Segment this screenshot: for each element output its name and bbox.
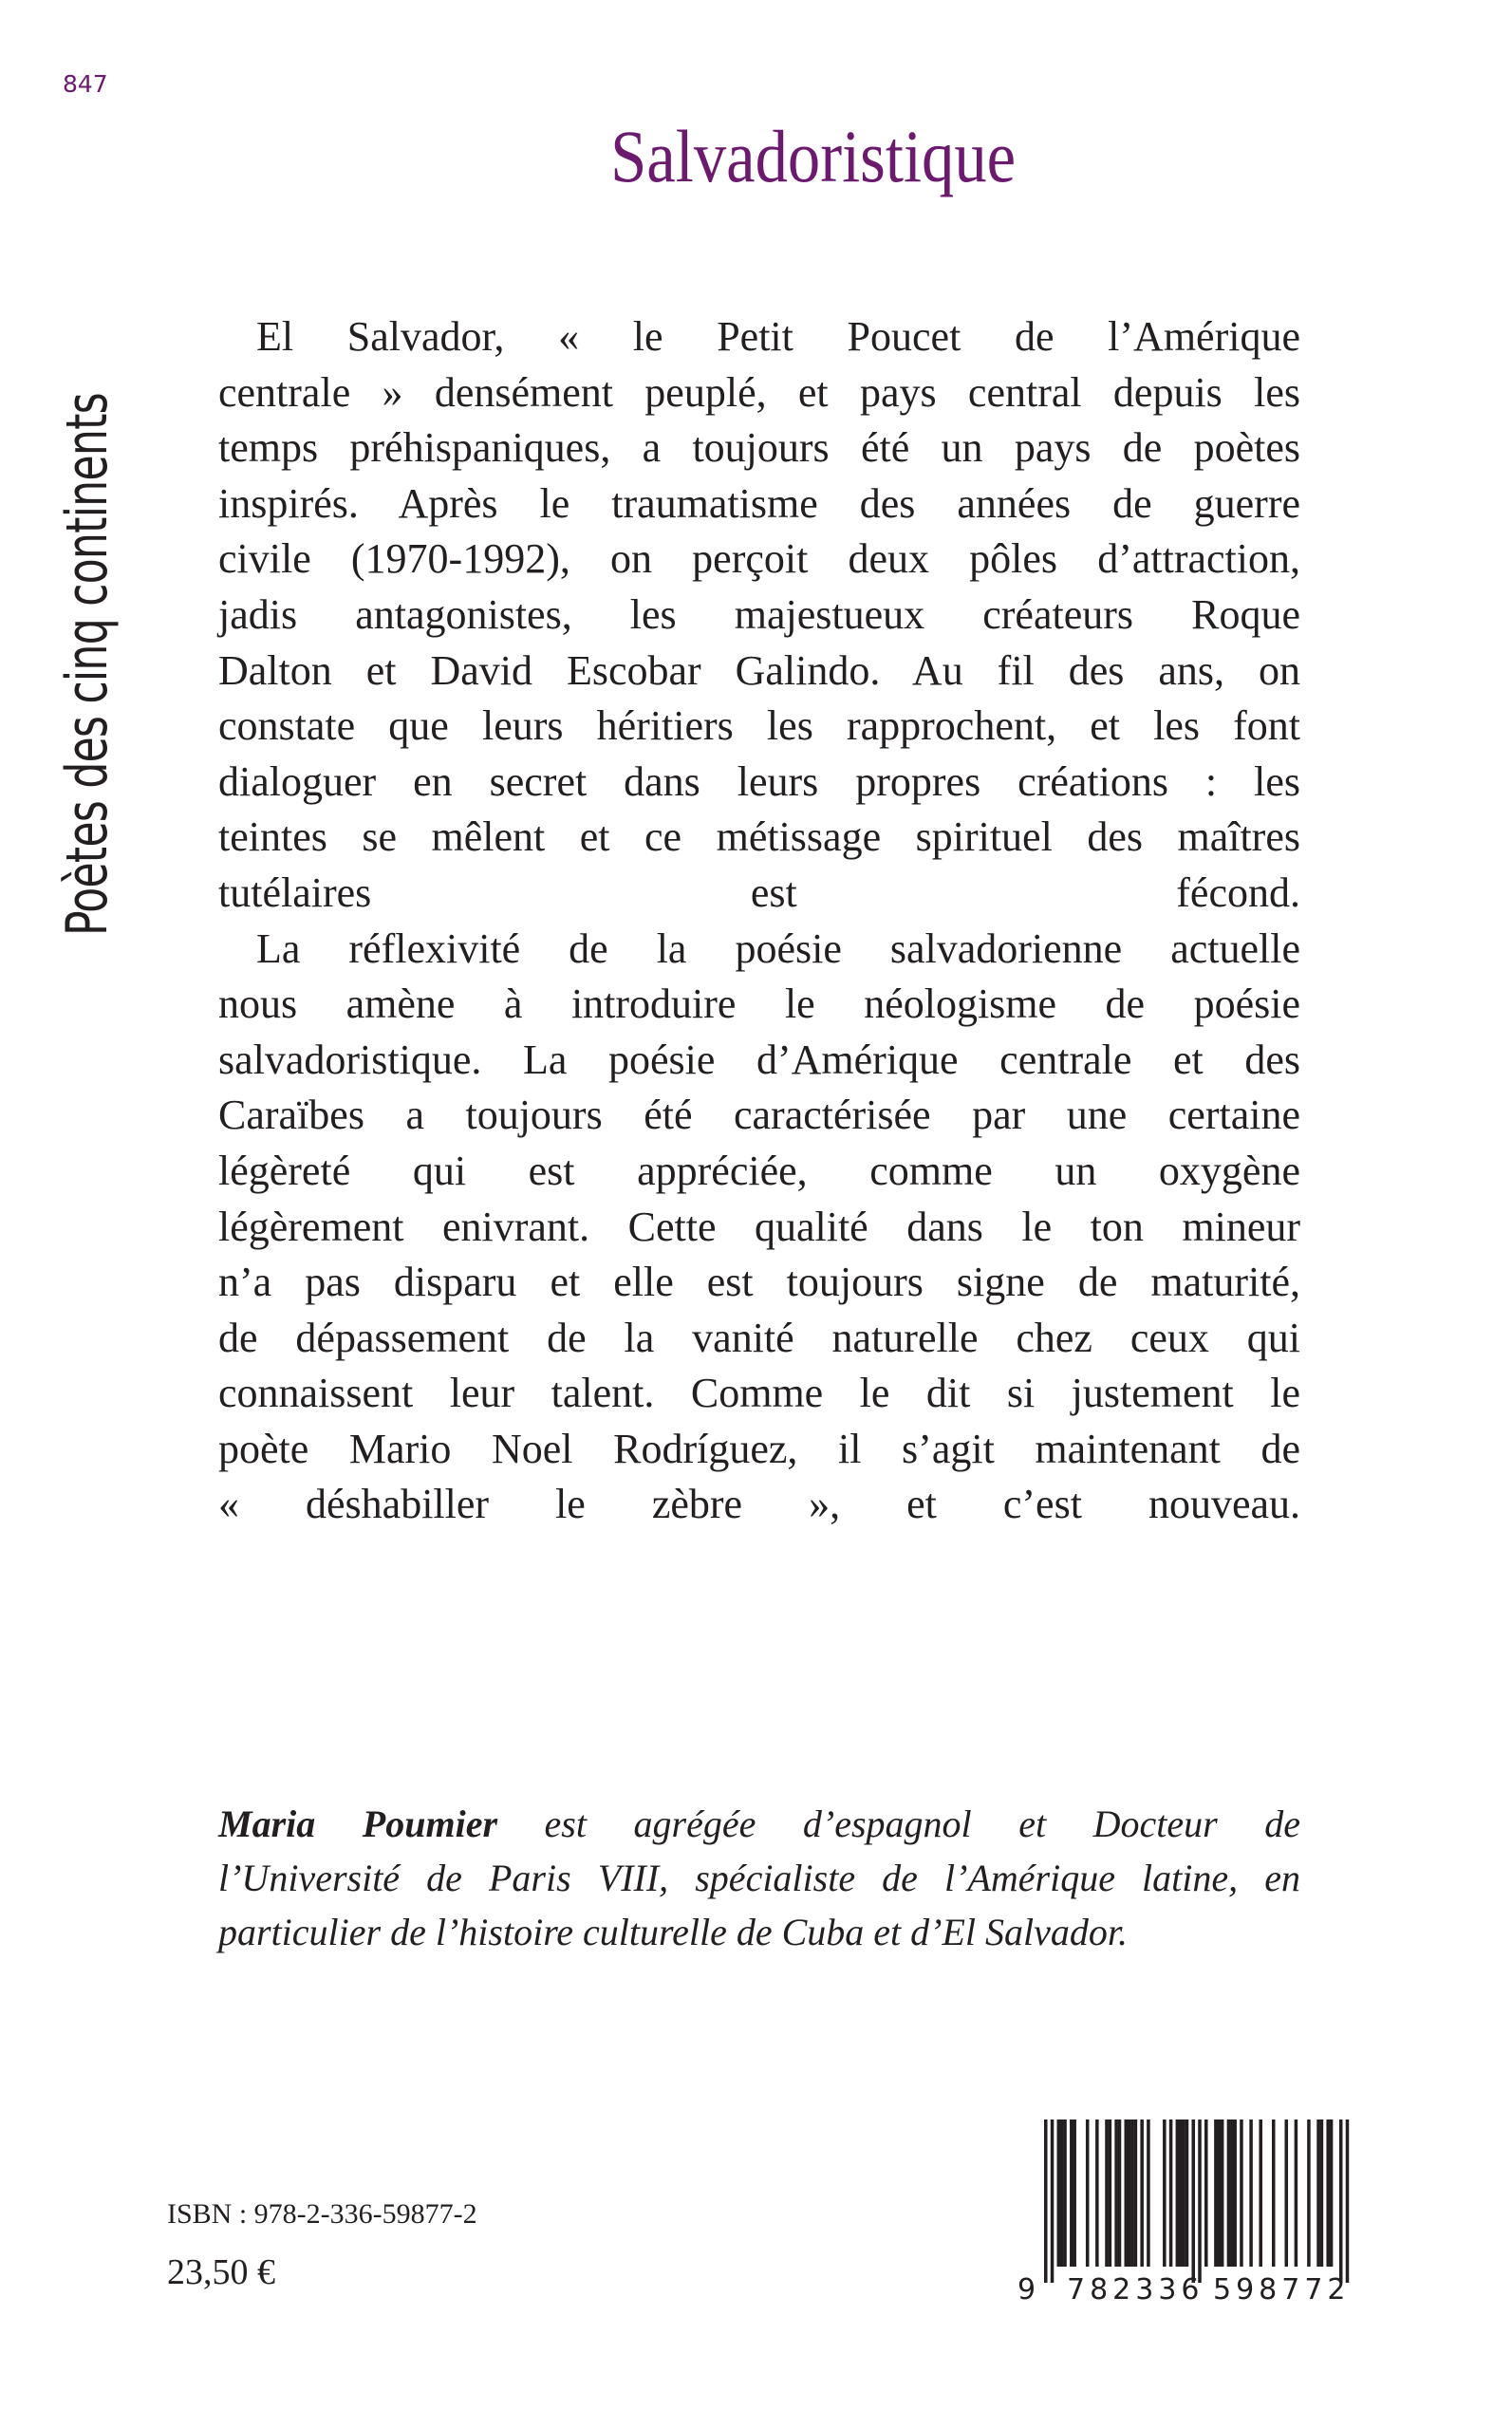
text-line: constate que leurs héritiers les rapprochent, et les font — [218, 702, 1300, 750]
author-bio — [218, 1797, 1300, 1959]
bio-line-1-text: est agrégée d’espagnol et Docteur de — [497, 1802, 1300, 1845]
series-name-text: Poètes des cinq continents — [54, 393, 121, 936]
text-line: civile (1970-1992), on perçoit deux pôles d’attraction, — [218, 535, 1300, 583]
barcode-right-digits: 598772 — [1213, 2273, 1351, 2306]
text-line: nous amène à introduire le néologisme de poésie — [218, 980, 1300, 1028]
series-number: 847 — [63, 70, 108, 98]
blurb-paragraph-2 — [218, 922, 1300, 1534]
bio-line — [218, 1797, 1300, 1851]
text-line: inspirés. Après le traumatisme des années de guerre — [218, 479, 1300, 527]
text-line: teintes se mêlent et ce métissage spirituel des maîtres — [218, 813, 1300, 861]
blurb-paragraph-1 — [218, 309, 1300, 922]
back-cover-blurb — [218, 309, 1300, 1533]
price-label: 23,50 € — [167, 2252, 275, 2292]
text-line: Dalton et David Escobar Galindo. Au fil des ans, on — [218, 646, 1300, 694]
book-title-text: Salvadoristique — [609, 115, 1017, 197]
text-line: « déshabiller le zèbre », et c’est nouveau. — [218, 1481, 1300, 1528]
barcode-first-digit: 9 — [1017, 2273, 1036, 2306]
text-line: n’a pas disparu et elle est toujours signe de maturité, — [218, 1259, 1300, 1306]
text-line: de dépassement de la vanité naturelle chez ceux qui — [218, 1314, 1300, 1361]
text-line: poète Mario Noel Rodríguez, il s’agit maintenant de — [218, 1425, 1300, 1472]
bio-line: particulier de l’histoire culturelle de Cuba et d’El Salvador. — [218, 1911, 1128, 1953]
text-line: Caraïbes a toujours été caractérisée par une certaine — [218, 1092, 1300, 1139]
text-line: connaissent leur talent. Comme le dit si justement le — [218, 1370, 1300, 1417]
text-line: légèreté qui est appréciée, comme un oxygène — [218, 1147, 1300, 1194]
text-line: légèrement enivrant. Cette qualité dans le ton mineur — [218, 1203, 1300, 1250]
text-line: tutélaires est fécond. — [218, 868, 1300, 916]
isbn-label: ISBN : 978-2-336-59877-2 — [167, 2198, 477, 2230]
text-line: El Salvador, « le Petit Poucet de l’Amérique — [256, 313, 1300, 360]
text-line: salvadoristique. La poésie d’Amérique centrale et des — [218, 1036, 1300, 1083]
series-name-vertical — [51, 148, 123, 936]
text-line: dialoguer en secret dans leurs propres créations : les — [218, 757, 1300, 805]
barcode-left-digits: 782336 — [1067, 2273, 1204, 2306]
text-line: temps préhispaniques, a toujours été un pays de poètes — [218, 424, 1300, 472]
text-line: La réflexivité de la poésie salvadorienne actuelle — [256, 924, 1300, 972]
text-line: jadis antagonistes, les majestueux créateurs Roque — [218, 590, 1300, 638]
barcode-icon — [1016, 2107, 1357, 2306]
author-name: Maria Poumier — [218, 1802, 498, 1845]
book-title — [0, 114, 1512, 199]
text-line: centrale » densément peuplé, et pays central depuis les — [218, 368, 1300, 416]
isbn-barcode — [1016, 2107, 1357, 2306]
bio-line: l’Université de Paris VIII, spécialiste de l’Amérique latine, en — [218, 1857, 1300, 1899]
